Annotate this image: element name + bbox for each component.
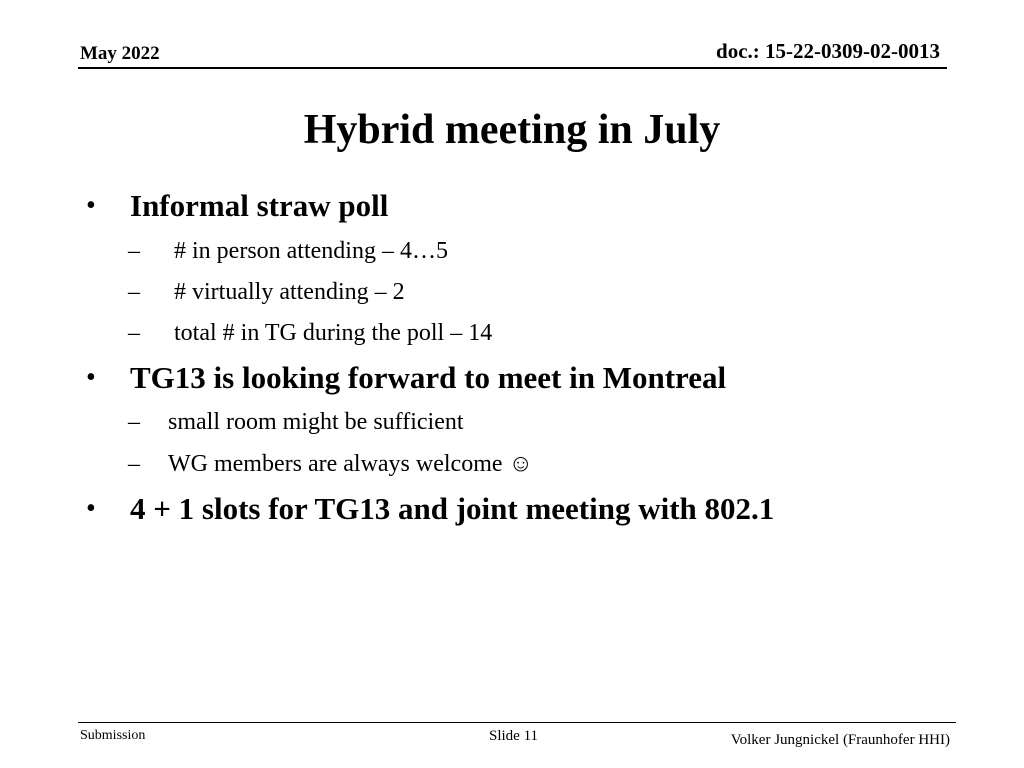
sub-bullet-marker: –	[128, 451, 140, 477]
footer-submission: Submission	[80, 728, 146, 743]
sub-bullet-marker: –	[128, 279, 140, 305]
footer-author: Volker Jungnickel (Fraunhofer HHI)	[730, 732, 950, 748]
sub-bullet-text: WG members are always welcome ☺	[168, 451, 534, 477]
slide-title: Hybrid meeting in July	[303, 107, 721, 153]
bullet-marker: •	[86, 362, 96, 393]
bullet-text: Informal straw poll	[130, 188, 389, 223]
header-doc-id: doc.: 15-22-0309-02-0013	[716, 39, 940, 63]
sub-bullet-text: small room might be sufficient	[168, 409, 464, 435]
sub-bullet-text: # virtually attending – 2	[174, 279, 405, 305]
bullet-marker: •	[86, 493, 96, 524]
sub-bullet-marker: –	[128, 238, 140, 264]
sub-bullet-marker: –	[128, 320, 140, 346]
footer-slide-number: Slide 11	[489, 728, 539, 744]
bullet-text: TG13 is looking forward to meet in Montreal	[130, 360, 727, 395]
bullet-text: 4 + 1 slots for TG13 and joint meeting with 802.1	[130, 491, 775, 526]
footer-divider	[78, 722, 956, 723]
sub-bullet-text: # in person attending – 4…5	[174, 238, 448, 264]
sub-bullet-text: total # in TG during the poll – 14	[174, 320, 493, 346]
header-date: May 2022	[80, 43, 160, 64]
bullet-marker: •	[86, 190, 96, 221]
sub-bullet-marker: –	[128, 409, 140, 435]
